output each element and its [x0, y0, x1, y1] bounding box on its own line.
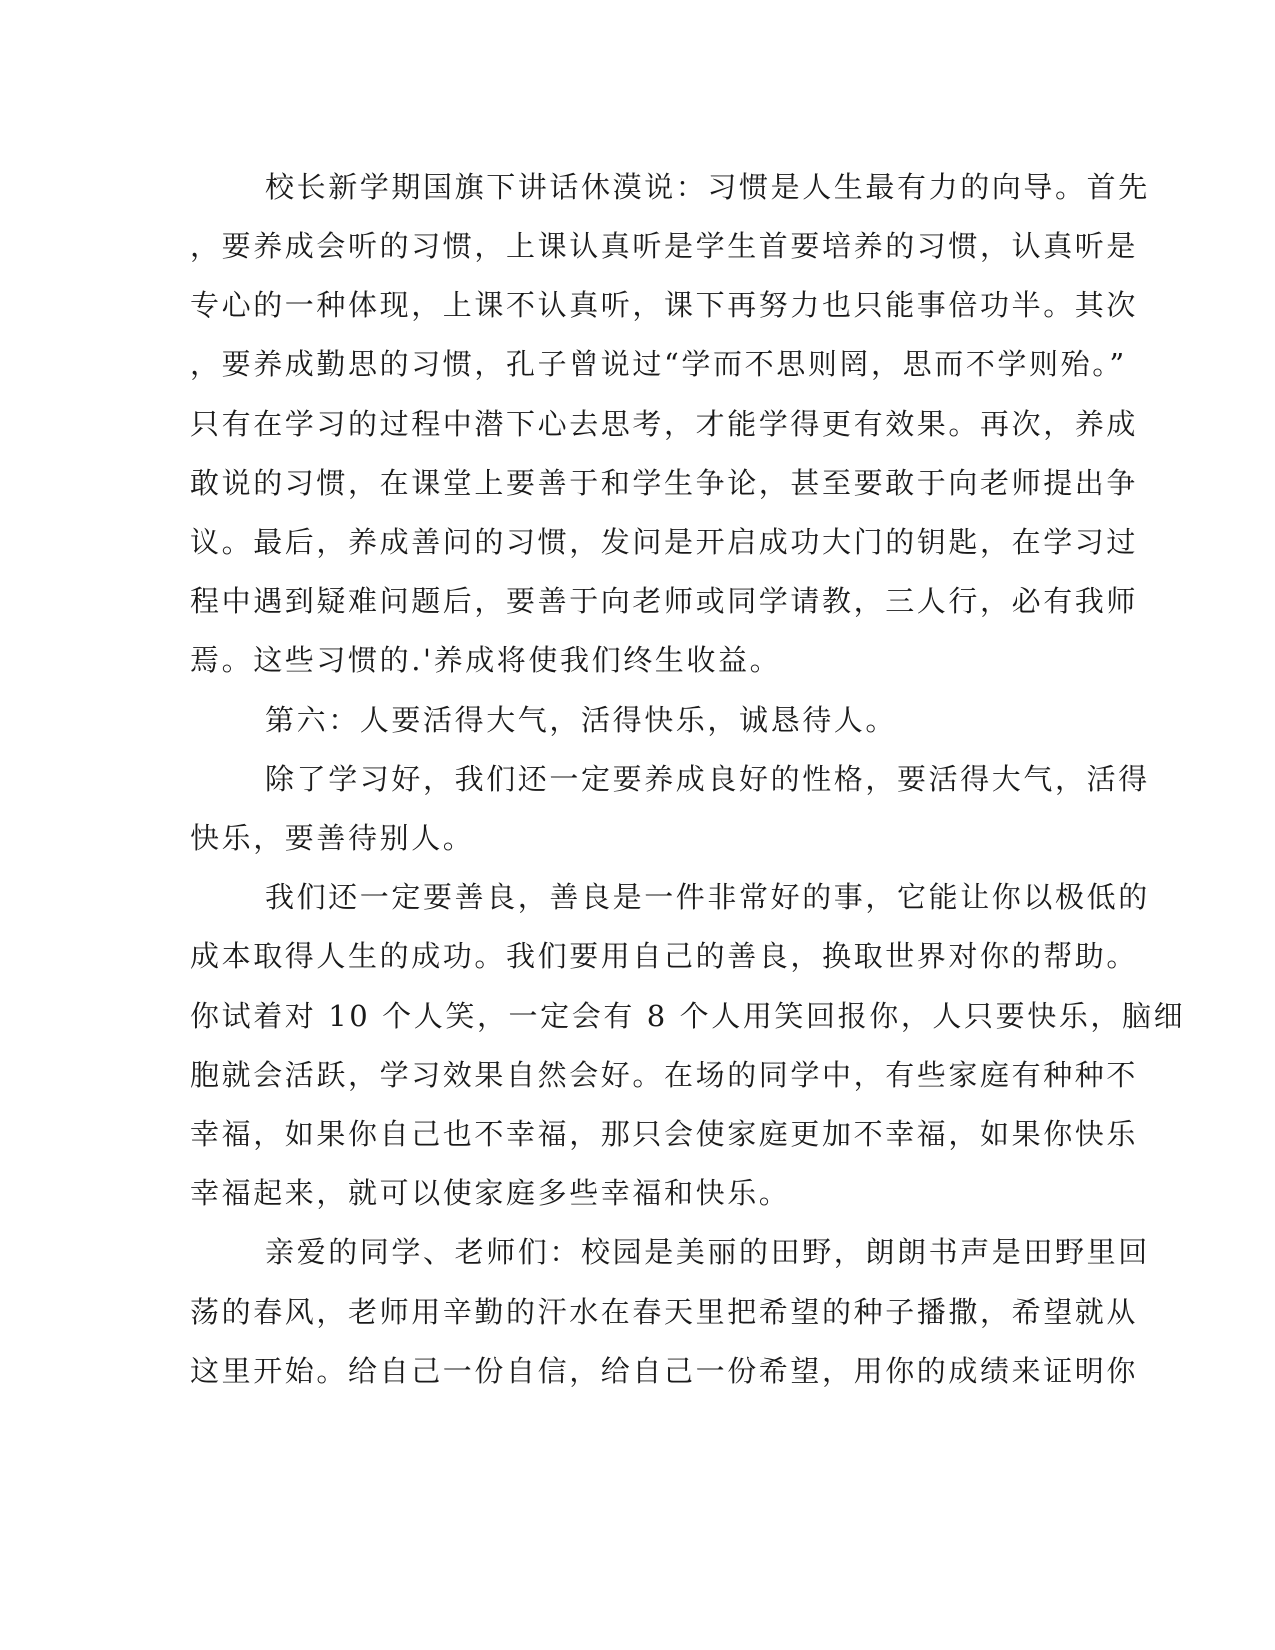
- text-line: 你试着对 10 个人笑，一定会有 8 个人用笑回报你，人只要快乐，脑细: [190, 999, 1186, 1033]
- text-line: 我们还一定要善良，善良是一件非常好的事，它能让你以极低的: [265, 880, 1150, 914]
- text-line: ，要养成会听的习惯，上课认真听是学生首要培养的习惯，认真听是: [190, 229, 1139, 263]
- text-line: ，要养成勤思的习惯，孔子曾说过“学而不思则罔，思而不学则殆。”: [190, 347, 1127, 381]
- text-line: 程中遇到疑难问题后，要善于向老师或同学请教，三人行，必有我师: [190, 584, 1139, 618]
- text-line: 敢说的习惯，在课堂上要善于和学生争论，甚至要敢于向老师提出争: [190, 466, 1139, 500]
- text-line: 除了学习好，我们还一定要养成良好的性格，要活得大气，活得: [265, 762, 1150, 796]
- text-line: 幸福起来，就可以使家庭多些幸福和快乐。: [190, 1176, 791, 1210]
- text-line: 焉。这些习惯的.'养成将使我们终生收益。: [190, 643, 782, 677]
- text-line: 荡的春风，老师用辛勤的汗水在春天里把希望的种子播撒，希望就从: [190, 1295, 1139, 1329]
- text-line: 议。最后，养成善问的习惯，发问是开启成功大门的钥匙，在学习过: [190, 525, 1139, 559]
- text-line: 成本取得人生的成功。我们要用自己的善良，换取世界对你的帮助。: [190, 939, 1139, 973]
- text-line: 胞就会活跃，学习效果自然会好。在场的同学中，有些家庭有种种不: [190, 1058, 1139, 1092]
- section-heading: 第六：人要活得大气，活得快乐，诚恳待人。: [265, 703, 898, 737]
- text-line: 快乐，要善待别人。: [190, 821, 475, 855]
- text-line: 校长新学期国旗下讲话休漠说：习惯是人生最有力的向导。首先: [265, 170, 1150, 204]
- text-line: 幸福，如果你自己也不幸福，那只会使家庭更加不幸福，如果你快乐: [190, 1117, 1139, 1151]
- text-line: 亲爱的同学、老师们：校园是美丽的田野，朗朗书声是田野里回: [265, 1235, 1150, 1269]
- text-line: 这里开始。给自己一份自信，给自己一份希望，用你的成绩来证明你: [190, 1354, 1139, 1388]
- text-line: 只有在学习的过程中潜下心去思考，才能学得更有效果。再次，养成: [190, 407, 1139, 441]
- text-line: 专心的一种体现，上课不认真听，课下再努力也只能事倍功半。其次: [190, 288, 1139, 322]
